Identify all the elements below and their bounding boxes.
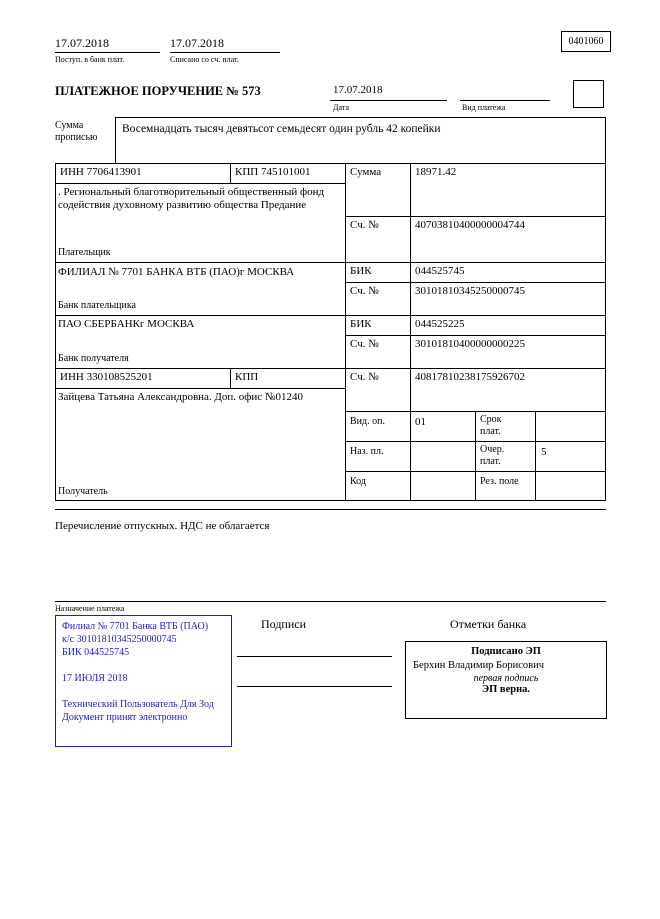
srok-plat-label: Срок плат. [480,414,502,437]
signatures-label: Подписи [261,617,307,631]
table-line [55,163,606,164]
doc-title: ПЛАТЕЖНОЕ ПОРУЧЕНИЕ № 573 [55,84,261,98]
table-line [55,262,606,263]
blue-stamp-date: 17 ИЮЛЯ 2018 [62,673,128,684]
table-line [55,388,345,389]
blue-stamp-note: Документ принят электронно [62,712,188,723]
table-line [55,368,606,369]
beneficiary-bank-account-label: Сч. № [350,338,379,350]
amount-words-value: Восемнадцать тысяч девятьсот семьдесят один рубль 42 копейки [122,123,441,135]
payer-name: . Региональный благотворительный общественный фонд содействия духовному развитию общества Предание [58,186,325,211]
table-line [345,216,606,217]
table-line [345,282,606,283]
table-line [55,183,345,184]
payer-bank-bik: 044525745 [415,265,465,277]
sum-value: 18971.42 [415,166,457,178]
beneficiary-account: 40817810238175926702 [415,371,525,383]
received-date-underline [55,52,160,53]
signature-line [237,656,392,657]
ocher-plat-label: Очер. плат. [480,444,505,467]
beneficiary-section-label: Получатель [58,486,108,497]
payer-bank-bik-label: БИК [350,265,372,277]
blue-bank-stamp [55,615,232,747]
beneficiary-kpp-label: КПП [235,371,259,383]
bank-marks-label: Отметки банка [450,617,527,631]
stamp-signer-name: Берхин Владимир Борисович [413,660,544,671]
table-line [230,368,231,388]
sum-label: Сумма [350,166,382,178]
doc-date: 17.07.2018 [333,84,383,96]
debited-date-label: Списано со сч. плат. [170,55,239,64]
electronic-signature-stamp [405,641,607,719]
doc-date-label: Дата [333,103,349,112]
payment-type-label: Вид платежа [462,103,506,112]
table-line [55,500,606,501]
beneficiary-bank-section-label: Банк получателя [58,353,129,364]
payer-section-label: Плательщик [58,247,111,258]
beneficiary-bank-name: ПАО СБЕРБАНКг МОСКВА [58,318,195,330]
payer-kpp: КПП 745101001 [235,166,311,178]
table-line [605,163,606,500]
payment-type-box [573,80,604,108]
rez-pole-label: Рез. поле [480,476,519,487]
table-line [535,411,536,500]
table-line [410,163,411,500]
beneficiary-inn: ИНН 330108525201 [60,371,153,383]
table-line [55,163,56,500]
doc-date-underline [330,100,447,101]
table-line [230,163,231,183]
received-date: 17.07.2018 [55,36,109,50]
payer-bank-name: ФИЛИАЛ № 7701 БАНКА ВТБ (ПАО)г МОСКВА [58,266,295,278]
blue-stamp-user: Технический Пользователь Для Зод [62,699,214,710]
received-date-label: Поступ. в банк плат. [55,55,125,64]
stamp-signed-label: Подписано ЭП [471,646,541,657]
debited-date: 17.07.2018 [170,36,224,50]
table-line [345,335,606,336]
blue-stamp-line: БИК 044525745 [62,647,130,658]
payer-account: 40703810400000004744 [415,219,525,231]
stamp-signature-kind: первая подпись [473,673,539,684]
purpose-text: Перечисление отпускных. НДС не облагается [55,520,270,532]
blue-stamp-line: Филиал № 7701 Банка ВТБ (ПАО) [62,621,209,632]
stamp-verified-label: ЭП верна. [481,684,530,695]
payer-account-label: Сч. № [350,219,379,231]
blue-stamp-line: к/с 30101810345250000745 [62,634,177,645]
payer-inn: ИНН 7706413901 [60,166,142,178]
payer-bank-account: 30101810345250000745 [415,285,525,297]
table-line [55,509,606,510]
payment-type-underline [460,100,550,101]
form-code-box: 0401060 [561,31,611,52]
ocher-plat-value: 5 [541,446,547,458]
amount-words-box [115,117,606,164]
beneficiary-bank-bik-label: БИК [350,318,372,330]
vid-op-label: Вид. оп. [350,416,385,427]
signature-line [237,686,392,687]
table-line [55,315,606,316]
table-line [345,163,346,500]
payer-bank-account-label: Сч. № [350,285,379,297]
purpose-underline [55,601,606,602]
beneficiary-bank-bik: 044525225 [415,318,465,330]
debited-date-underline [170,52,280,53]
naz-pl-label: Наз. пл. [350,446,384,457]
vid-op-value: 01 [415,416,426,428]
table-line [475,411,476,500]
beneficiary-name: Зайцева Татьяна Александровна. Доп. офис №01240 [58,391,303,403]
beneficiary-bank-account: 30101810400000000225 [415,338,525,350]
purpose-label: Назначение платежа [55,604,125,613]
beneficiary-account-label: Сч. № [350,371,379,383]
amount-words-label: Сумма прописью [55,120,98,143]
payer-bank-section-label: Банк плательщика [58,300,136,311]
kod-label: Код [350,476,366,487]
